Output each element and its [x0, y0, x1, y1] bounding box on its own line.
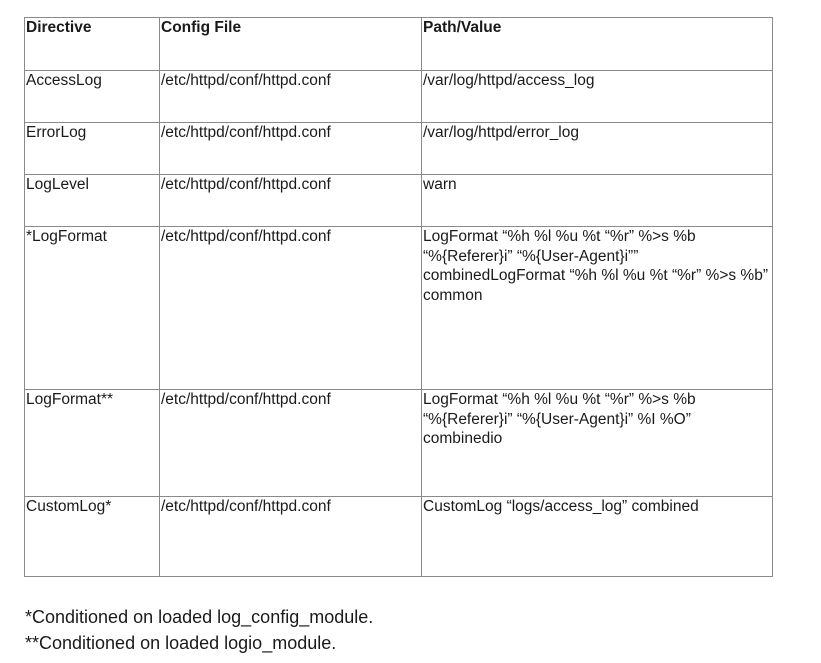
header-path-value: Path/Value — [422, 18, 773, 71]
path-value-cell: CustomLog “logs/access_log” combined — [422, 497, 773, 577]
directive-cell: ErrorLog — [25, 123, 160, 175]
table-row — [25, 390, 773, 497]
table-row — [25, 123, 773, 175]
config-file-cell: /etc/httpd/conf/httpd.conf — [160, 227, 422, 390]
directive-cell: CustomLog* — [25, 497, 160, 577]
path-value-cell: LogFormat “%h %l %u %t “%r” %>s %b “%{Referer}i” “%{User-Agent}i” %I %O” combinedio — [422, 390, 773, 497]
footnote-log-config: *Conditioned on loaded log_config_module. — [25, 607, 374, 627]
directive-cell: *LogFormat — [25, 227, 160, 390]
table-row — [25, 175, 773, 227]
table-row — [25, 71, 773, 123]
config-file-cell: /etc/httpd/conf/httpd.conf — [160, 497, 422, 577]
header-config-file: Config File — [160, 18, 422, 71]
directive-cell: LogLevel — [25, 175, 160, 227]
header-row — [25, 18, 773, 71]
path-value-cell: /var/log/httpd/access_log — [422, 71, 773, 123]
table-row — [25, 497, 773, 577]
footnotes — [25, 604, 373, 656]
config-file-cell: /etc/httpd/conf/httpd.conf — [160, 123, 422, 175]
directive-cell: AccessLog — [25, 71, 160, 123]
footnote-logio: **Conditioned on loaded logio_module. — [25, 633, 337, 653]
config-table — [24, 17, 773, 577]
path-value-cell: warn — [422, 175, 773, 227]
table-row — [25, 227, 773, 390]
config-file-cell: /etc/httpd/conf/httpd.conf — [160, 390, 422, 497]
path-value-cell: LogFormat “%h %l %u %t “%r” %>s %b “%{Referer}i” “%{User-Agent}i”” combinedLogFormat “%h %l %u %t “%r” %>s %b” common — [422, 227, 773, 390]
path-value-cell: /var/log/httpd/error_log — [422, 123, 773, 175]
config-file-cell: /etc/httpd/conf/httpd.conf — [160, 175, 422, 227]
directive-cell: LogFormat** — [25, 390, 160, 497]
header-directive: Directive — [25, 18, 160, 71]
config-file-cell: /etc/httpd/conf/httpd.conf — [160, 71, 422, 123]
